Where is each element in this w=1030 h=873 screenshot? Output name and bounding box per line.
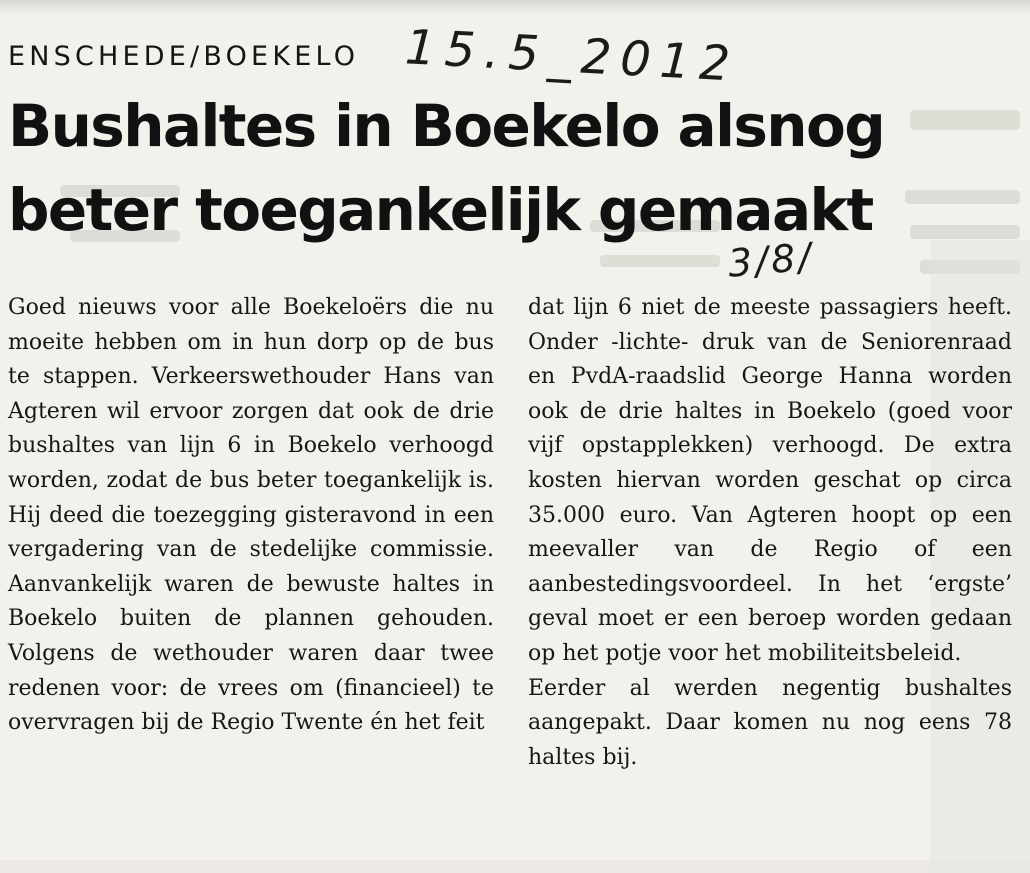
body-paragraph-2: Eerder al werden negentig bushaltes aangepakt. Daar komen nu nog eens 78 haltes bij.	[528, 675, 1012, 770]
body-column-right	[528, 291, 1012, 775]
headline	[8, 84, 1008, 252]
headline-line-1: Bushaltes in Boekelo alsnog	[8, 92, 885, 160]
handwritten-date: 15.5_2012	[403, 19, 741, 93]
body-column-left: Goed nieuws voor alle Boekeloërs die nu moeite hebben om in hun dorp op de bus te stappen. Verkeerswethouder Hans van Agteren wil ervoor zorgen dat ook de drie bushaltes van lijn 6 in Boekelo verhoogd worden, zodat de bus beter toegankelijk is. Hij deed die toezegging gisteravond in een vergadering van de stedelijke commissie. Aanvankelijk waren de bewuste haltes in Boekelo buiten de plannen gehouden. Volgens de wethouder waren daar twee redenen voor: de vrees om (financieel) te overvragen bij de Regio Twente én het feit	[8, 295, 494, 736]
paper-edge	[0, 0, 1030, 14]
section-label: ENSCHEDE/BOEKELO	[8, 41, 360, 72]
body-paragraph-1: dat lijn 6 niet de meeste passagiers heeft. Onder -lichte- druk van de Seniorenraad en PvdA-raadslid George Hanna worden ook de drie haltes in Boekelo (goed voor vijf opstapplekken) verhoogd. De extra kosten hiervan worden geschat op circa 35.000 euro. Van Agteren hoopt op een meevaller van de Regio of een aanbestedingsvoordeel. In het ‘ergste’ geval moet er een beroep worden gedaan op het potje voor het mobiliteitsbeleid.	[528, 295, 1012, 666]
headline-line-2: beter toegankelijk gemaakt	[8, 176, 873, 244]
handwritten-reference: 3/8/	[726, 234, 816, 286]
